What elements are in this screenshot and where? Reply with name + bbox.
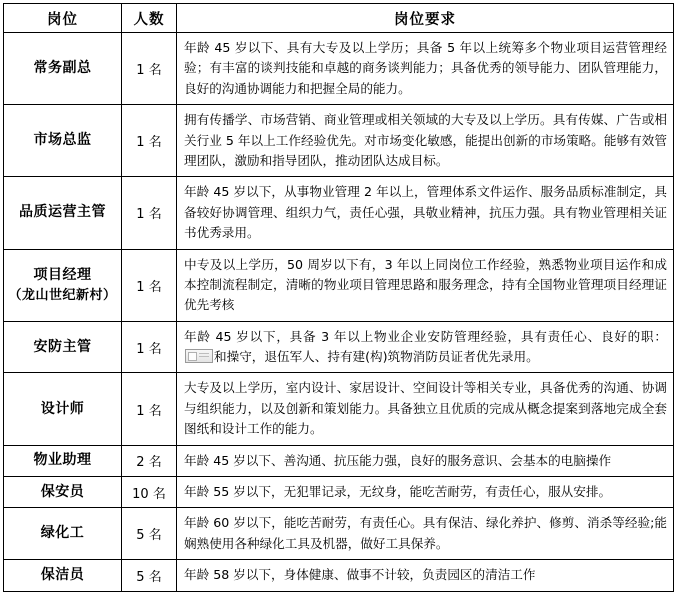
job-requirements-table (3, 3, 674, 592)
table-row (4, 445, 674, 476)
post-name: 市场总监 (4, 105, 122, 177)
post-count: 5 名 (122, 508, 177, 560)
post-name (4, 249, 122, 321)
post-name: 设计师 (4, 373, 122, 445)
post-name-location: （龙山世纪新村） (8, 287, 117, 303)
table-row (4, 105, 674, 177)
post-requirement: 年龄 45 岁以下、善沟通、抗压能力强，良好的服务意识、会基本的电脑操作 (177, 445, 674, 476)
post-count: 1 名 (122, 321, 177, 373)
post-name: 品质运营主管 (4, 177, 122, 249)
table-row (4, 477, 674, 508)
post-name-main: 项目经理 (33, 266, 92, 283)
post-count: 2 名 (122, 445, 177, 476)
table-row (4, 177, 674, 249)
table-row (4, 373, 674, 445)
post-name: 常务副总 (4, 33, 122, 105)
post-requirement: 年龄 45 岁以下、具有大专及以上学历；具备 5 年以上统筹多个物业项目运营管理经验；有丰富的谈判技能和卓越的商务谈判能力；具备优秀的领导能力、团队管理能力，良好的沟通协调能力和把握全局的能力。 (177, 33, 674, 105)
table-row (4, 249, 674, 321)
post-requirement: 中专及以上学历，50 周岁以下有，3 年以上同岗位工作经验，熟悉物业项目运作和成本控制流程制定，清晰的物业项目管理思路和服务理念，持有全国物业管理项目经理证优先考核 (177, 249, 674, 321)
post-requirement: 年龄 60 岁以下，能吃苦耐劳，有责任心。具有保洁、绿化养护、修剪、消杀等经验;能娴熟使用各种绿化工具及机器，做好工具保养。 (177, 508, 674, 560)
column-header-requirement: 岗位要求 (177, 4, 674, 33)
post-requirement: 年龄 45 岁以下，从事物业管理 2 年以上，管理体系文件运作、服务品质标准制定，具备较好协调管理、组织力气，责任心强，具敬业精神，抗压力强。具有物业管理相关证书优秀录用。 (177, 177, 674, 249)
post-count: 1 名 (122, 373, 177, 445)
post-requirement (177, 321, 674, 373)
post-requirement: 大专及以上学历，室内设计、家居设计、空间设计等相关专业，具备优秀的沟通、协调与组织能力，以及创新和策划能力。具备独立且优质的完成从概念提案到落地完成全套图纸和设计工作的能力。 (177, 373, 674, 445)
post-name: 物业助理 (4, 445, 122, 476)
post-name: 保洁员 (4, 560, 122, 591)
requirement-text-after-icon: 和操守，退伍军人、持有建(构)筑物消防员证者优先录用。 (214, 349, 539, 365)
table-row (4, 560, 674, 591)
post-name: 安防主管 (4, 321, 122, 373)
post-count: 1 名 (122, 177, 177, 249)
post-name: 保安员 (4, 477, 122, 508)
post-requirement: 年龄 58 岁以下，身体健康、做事不计较，负责园区的清洁工作 (177, 560, 674, 591)
column-header-post: 岗位 (4, 4, 122, 33)
post-count: 5 名 (122, 560, 177, 591)
document-settings-icon (185, 349, 213, 363)
post-requirement: 拥有传播学、市场营销、商业管理或相关领域的大专及以上学历。具有传媒、广告或相关行业 5 年以上工作经验优先。对市场变化敏感，能提出创新的市场策略。能够有效管理团队，激励和指导团队，推动团队达成目标。 (177, 105, 674, 177)
table-row (4, 508, 674, 560)
column-header-count: 人数 (122, 4, 177, 33)
post-count: 10 名 (122, 477, 177, 508)
table-row (4, 33, 674, 105)
post-name: 绿化工 (4, 508, 122, 560)
requirement-text-before-icon: 年龄 45 岁以下，具备 3 年以上物业企业安防管理经验，具有责任心、良好的职： (184, 328, 667, 344)
table-header-row (4, 4, 674, 33)
post-count: 1 名 (122, 105, 177, 177)
post-requirement: 年龄 55 岁以下，无犯罪记录，无纹身，能吃苦耐劳，有责任心，服从安排。 (177, 477, 674, 508)
post-count: 1 名 (122, 33, 177, 105)
table-row (4, 321, 674, 373)
post-count: 1 名 (122, 249, 177, 321)
